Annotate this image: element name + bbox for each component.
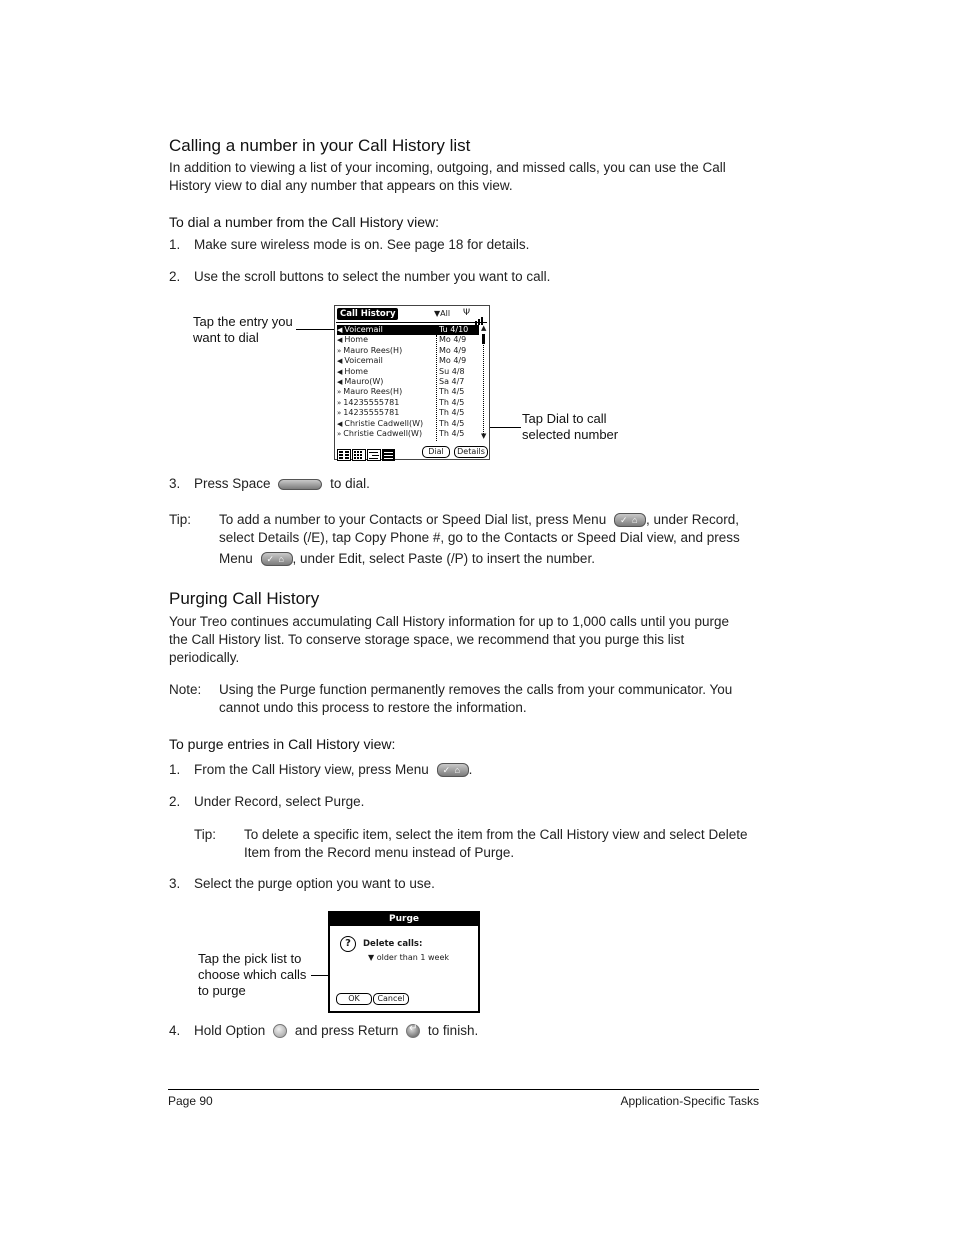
tip-line xyxy=(219,511,764,529)
step-text-part: to finish. xyxy=(427,1023,479,1038)
callout-leader-line xyxy=(296,329,336,330)
callout-line: choose which calls xyxy=(198,967,307,982)
tip-text xyxy=(219,511,764,568)
step-text: Make sure wireless mode is on. See page 18 for details. xyxy=(194,237,530,252)
callout-line: Tap Dial to call xyxy=(522,411,607,426)
note-line: Using the Purge function permanently removes the calls from your communicator. You xyxy=(219,682,733,697)
intro-line: Your Treo continues accumulating Call History information for up to 1,000 calls until you purge xyxy=(169,614,730,629)
intro-line: History view to dial any number that appears on this view. xyxy=(169,178,513,193)
call-history-date: Th 4/5 xyxy=(439,418,465,428)
step-text-part: From the Call History view, press Menu xyxy=(194,762,429,777)
outgoing-call-icon: » xyxy=(337,398,342,407)
filter-picklist[interactable] xyxy=(434,309,450,318)
tip-text xyxy=(244,826,774,862)
subheading-dial: To dial a number from the Call History view: xyxy=(169,214,439,230)
section-heading-purging: Purging Call History xyxy=(169,589,320,608)
tip-text-part: , under Record, xyxy=(645,512,740,527)
call-history-date: Th 4/5 xyxy=(439,429,465,438)
call-history-row[interactable] xyxy=(337,398,437,408)
chapter-title: Application-Specific Tasks xyxy=(620,1094,759,1108)
step-number: 3. xyxy=(169,476,181,491)
step-text: Select the purge option you want to use. xyxy=(194,876,435,891)
dialog-title: Purge xyxy=(330,913,478,926)
step-number: 4. xyxy=(169,1023,181,1038)
menu-key-icon: ✓ ⌂ xyxy=(614,513,646,527)
note-label: Note: xyxy=(169,682,202,697)
column-separator xyxy=(436,335,437,441)
call-history-row[interactable] xyxy=(337,335,437,345)
filter-label: All xyxy=(440,309,451,318)
tip-text-part: , under Edit, select Paste (/P) to insert the number. xyxy=(292,551,595,566)
call-history-name: Voicemail xyxy=(344,356,383,366)
call-history-row[interactable] xyxy=(337,419,437,429)
note-text xyxy=(219,681,769,717)
callout-line: to purge xyxy=(198,983,246,998)
call-history-name: Mauro Rees(H) xyxy=(343,345,403,355)
view-switch-icons[interactable] xyxy=(337,446,395,458)
ok-button[interactable]: OK xyxy=(336,993,372,1005)
call-history-name: Home xyxy=(344,335,369,345)
call-history-row[interactable] xyxy=(337,367,437,377)
tip-text-part: To add a number to your Contacts or Speed Dial list, press Menu xyxy=(219,512,607,527)
outgoing-call-icon: » xyxy=(337,430,342,438)
tip-line: Item from the Record menu instead of Purge. xyxy=(244,845,515,860)
menu-key-icon: ✓ ⌂ xyxy=(437,763,469,777)
note-line: cannot undo this process to restore the information. xyxy=(219,700,527,715)
call-history-date: Sa 4/7 xyxy=(439,377,465,386)
call-history-name: 14235555781 xyxy=(343,397,400,407)
tip-line: To delete a specific item, select the item from the Call History view and select Delete xyxy=(244,827,748,842)
incoming-call-icon: ◀ xyxy=(337,336,343,345)
step-text xyxy=(194,1023,478,1038)
call-history-date: Mo 4/9 xyxy=(439,356,467,366)
step-text-part: Press Space xyxy=(194,476,271,491)
signal-strength-icon: Ψ xyxy=(463,308,471,318)
intro-line: In addition to viewing a list of your incoming, outgoing, and missed calls, you can use the Call xyxy=(169,160,726,175)
tip-label: Tip: xyxy=(169,512,192,527)
dial-button[interactable]: Dial xyxy=(422,446,450,458)
incoming-call-icon: ◀ xyxy=(337,378,343,386)
intro-line: the Call History list. To conserve storage space, we recommend that you purge this list xyxy=(169,632,685,647)
triangle-down-icon: ▼ xyxy=(434,309,441,318)
purge-intro-paragraph xyxy=(169,613,769,667)
option-key-icon xyxy=(273,1024,287,1038)
step-number: 1. xyxy=(169,237,181,252)
call-history-row[interactable] xyxy=(337,429,437,439)
call-history-row[interactable] xyxy=(337,356,437,366)
call-history-row[interactable] xyxy=(337,377,437,387)
details-button[interactable]: Details xyxy=(454,446,488,458)
call-history-date: Tu 4/10 xyxy=(439,325,469,334)
incoming-call-icon: ◀ xyxy=(337,367,343,376)
menu-key-icon: ✓ ⌂ xyxy=(261,552,293,566)
purge-dialog xyxy=(328,911,480,1013)
callout-line: Tap the entry you xyxy=(193,314,293,329)
incoming-call-icon: ◀ xyxy=(337,419,343,428)
step-text: Use the scroll buttons to select the number you want to call. xyxy=(194,269,551,284)
call-history-row[interactable] xyxy=(337,387,437,397)
cancel-button[interactable]: Cancel xyxy=(373,993,409,1005)
callout-line: Tap the pick list to xyxy=(198,951,302,966)
outgoing-call-icon: » xyxy=(337,409,342,418)
call-history-date: Mo 4/9 xyxy=(439,335,467,345)
step-text-part: Hold Option xyxy=(194,1023,266,1038)
callout-line: want to dial xyxy=(193,330,259,345)
step-text-part: to dial. xyxy=(330,476,370,491)
call-history-date: Th 4/5 xyxy=(439,397,465,407)
outgoing-call-icon: » xyxy=(337,388,342,397)
purge-option-label: older than 1 week xyxy=(376,953,450,962)
tip-line xyxy=(219,550,764,568)
outgoing-call-icon: » xyxy=(337,346,342,355)
scroll-down-icon[interactable]: ▼ xyxy=(481,432,487,440)
tip-text-part: Menu xyxy=(219,551,253,566)
call-history-name: Mauro Rees(H) xyxy=(343,387,403,397)
subheading-purge: To purge entries in Call History view: xyxy=(169,736,396,752)
tip-label: Tip: xyxy=(194,827,217,842)
intro-line: periodically. xyxy=(169,650,240,665)
section-heading-calling: Calling a number in your Call History list xyxy=(169,136,471,155)
step-text-part: . xyxy=(468,762,473,777)
step-number: 2. xyxy=(169,269,181,284)
step-number: 1. xyxy=(169,762,181,777)
step-number: 3. xyxy=(169,876,181,891)
return-key-icon: ↵ xyxy=(406,1024,420,1038)
step-text xyxy=(194,476,370,491)
title-divider xyxy=(336,322,487,323)
incoming-call-icon: ◀ xyxy=(337,326,343,334)
call-history-row[interactable] xyxy=(337,408,437,418)
scroll-up-icon[interactable]: ▲ xyxy=(481,324,487,332)
screen-title: Call History xyxy=(337,308,398,320)
call-history-name: Mauro(W) xyxy=(344,377,384,386)
scrollbar-track[interactable] xyxy=(483,334,486,436)
step-number: 2. xyxy=(169,794,181,809)
space-key-icon xyxy=(278,479,322,490)
call-history-date: Su 4/8 xyxy=(439,366,465,376)
question-icon: ? xyxy=(340,936,356,952)
intro-paragraph xyxy=(169,159,769,195)
step-text xyxy=(194,762,472,777)
call-history-name: 14235555781 xyxy=(343,408,400,418)
footer-rule xyxy=(168,1089,759,1090)
delete-calls-label: Delete calls: xyxy=(363,939,423,949)
call-history-screen xyxy=(334,305,490,460)
step-text: Under Record, select Purge. xyxy=(194,794,365,809)
triangle-down-icon: ▼ xyxy=(368,953,375,962)
callout-line: selected number xyxy=(522,427,619,442)
step-text-part: and press Return xyxy=(294,1023,399,1038)
call-history-name: Christie Cadwell(W) xyxy=(343,429,423,438)
scrollbar-thumb[interactable] xyxy=(482,334,485,344)
callout-tap-dial xyxy=(522,411,618,443)
callout-tap-entry xyxy=(193,314,293,346)
call-history-date: Th 4/5 xyxy=(439,387,465,397)
call-history-name: Home xyxy=(344,366,369,376)
callout-pick-list xyxy=(198,951,306,999)
call-history-name: Christie Cadwell(W) xyxy=(344,418,424,428)
tip-line: select Details (/E), tap Copy Phone #, go to the Contacts or Speed Dial view, and press xyxy=(219,530,740,545)
incoming-call-icon: ◀ xyxy=(337,357,343,366)
call-history-row[interactable] xyxy=(337,346,437,356)
purge-option-picklist[interactable] xyxy=(368,953,449,962)
call-history-date: Mo 4/9 xyxy=(439,345,467,355)
call-history-name: Voicemail xyxy=(344,325,383,334)
page-number: Page 90 xyxy=(168,1094,213,1108)
battery-signal-icon xyxy=(475,310,485,319)
call-history-date: Th 4/5 xyxy=(439,408,465,418)
